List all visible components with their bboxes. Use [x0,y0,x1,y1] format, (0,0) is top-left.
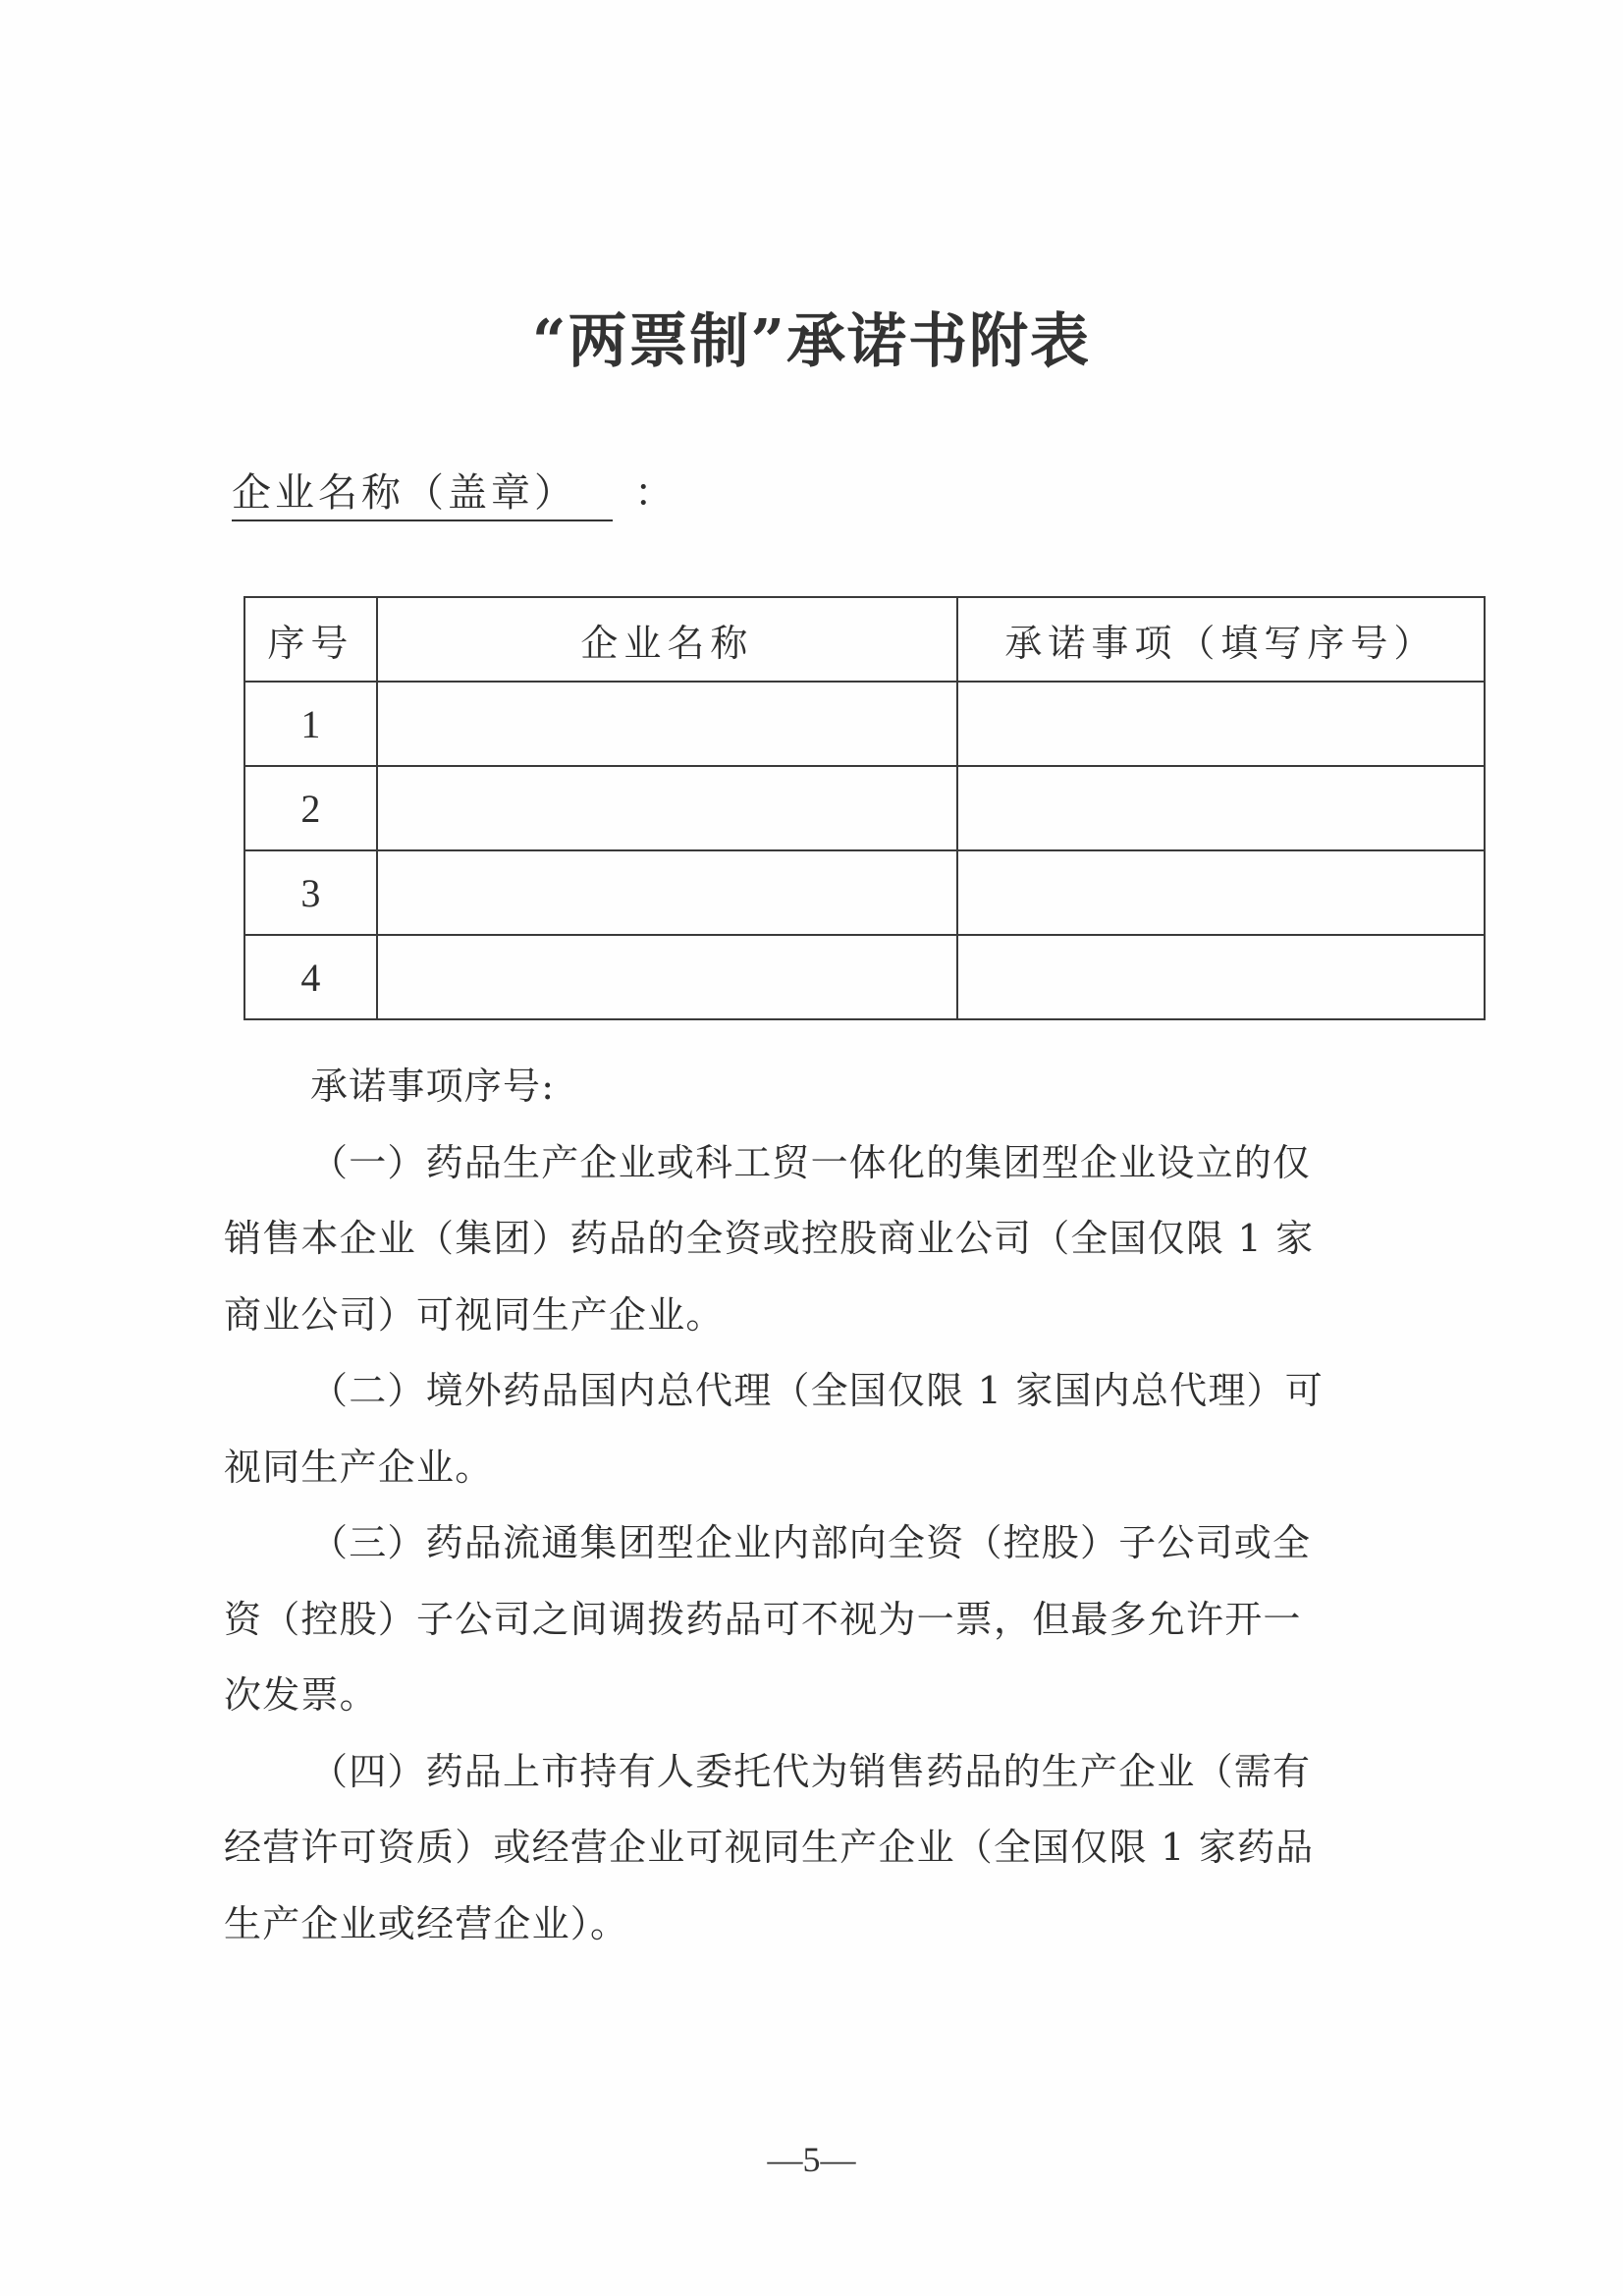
note-4-line-1: （四）药品上市持有人委托代为销售药品的生产企业（需有 [310,1749,1312,1793]
table-row [244,766,1485,850]
commitment-notes [224,1049,1441,1962]
row-commitment-cell[interactable] [957,935,1485,1019]
row-commitment-cell[interactable] [957,850,1485,935]
row-company-cell[interactable] [377,766,957,850]
table-header-row [244,597,1485,682]
header-commitment: 承诺事项（填写序号） [957,597,1485,682]
row-company-cell[interactable] [377,682,957,766]
note-3-line-2: 资（控股）子公司之间调拨药品可不视为一票，但最多允许开一 [224,1597,1302,1641]
row-commitment-cell[interactable] [957,766,1485,850]
table-row [244,935,1485,1019]
row-commitment-cell[interactable] [957,682,1485,766]
header-index: 序号 [244,597,377,682]
company-name-label: 企业名称（盖章） [232,466,613,521]
note-2-line-2: 视同生产企业。 [224,1445,494,1489]
note-4-line-3: 生产企业或经营企业）。 [224,1901,629,1945]
note-3-line-3: 次发票。 [224,1673,378,1717]
row-company-cell[interactable] [377,935,957,1019]
note-1-line-3: 商业公司）可视同生产企业。 [224,1292,725,1337]
header-company: 企业名称 [377,597,957,682]
notes-heading: 承诺事项序号: [310,1065,556,1108]
table-row [244,682,1485,766]
page-number: —5— [767,2140,856,2179]
row-index: 3 [244,850,377,935]
company-name-colon: ： [634,470,674,516]
row-company-cell[interactable] [377,850,957,935]
row-index: 4 [244,935,377,1019]
note-1-line-2: 销售本企业（集团）药品的全资或控股商业公司（全国仅限 1 家 [224,1217,1315,1260]
note-1-line-1: （一）药品生产企业或科工贸一体化的集团型企业设立的仅 [310,1140,1312,1184]
row-index: 1 [244,682,377,766]
table-row [244,850,1485,935]
company-name-field [232,462,674,521]
row-index: 2 [244,766,377,850]
note-2-line-1: （二）境外药品国内总代理（全国仅限 1 家国内总代理）可 [310,1369,1324,1412]
document-title: “两票制”承诺书附表 [531,307,1092,376]
commitment-table [243,596,1486,1020]
note-4-line-2: 经营许可资质）或经营企业可视同生产企业（全国仅限 1 家药品 [224,1826,1315,1869]
note-3-line-1: （三）药品流通集团型企业内部向全资（控股）子公司或全 [310,1521,1312,1564]
